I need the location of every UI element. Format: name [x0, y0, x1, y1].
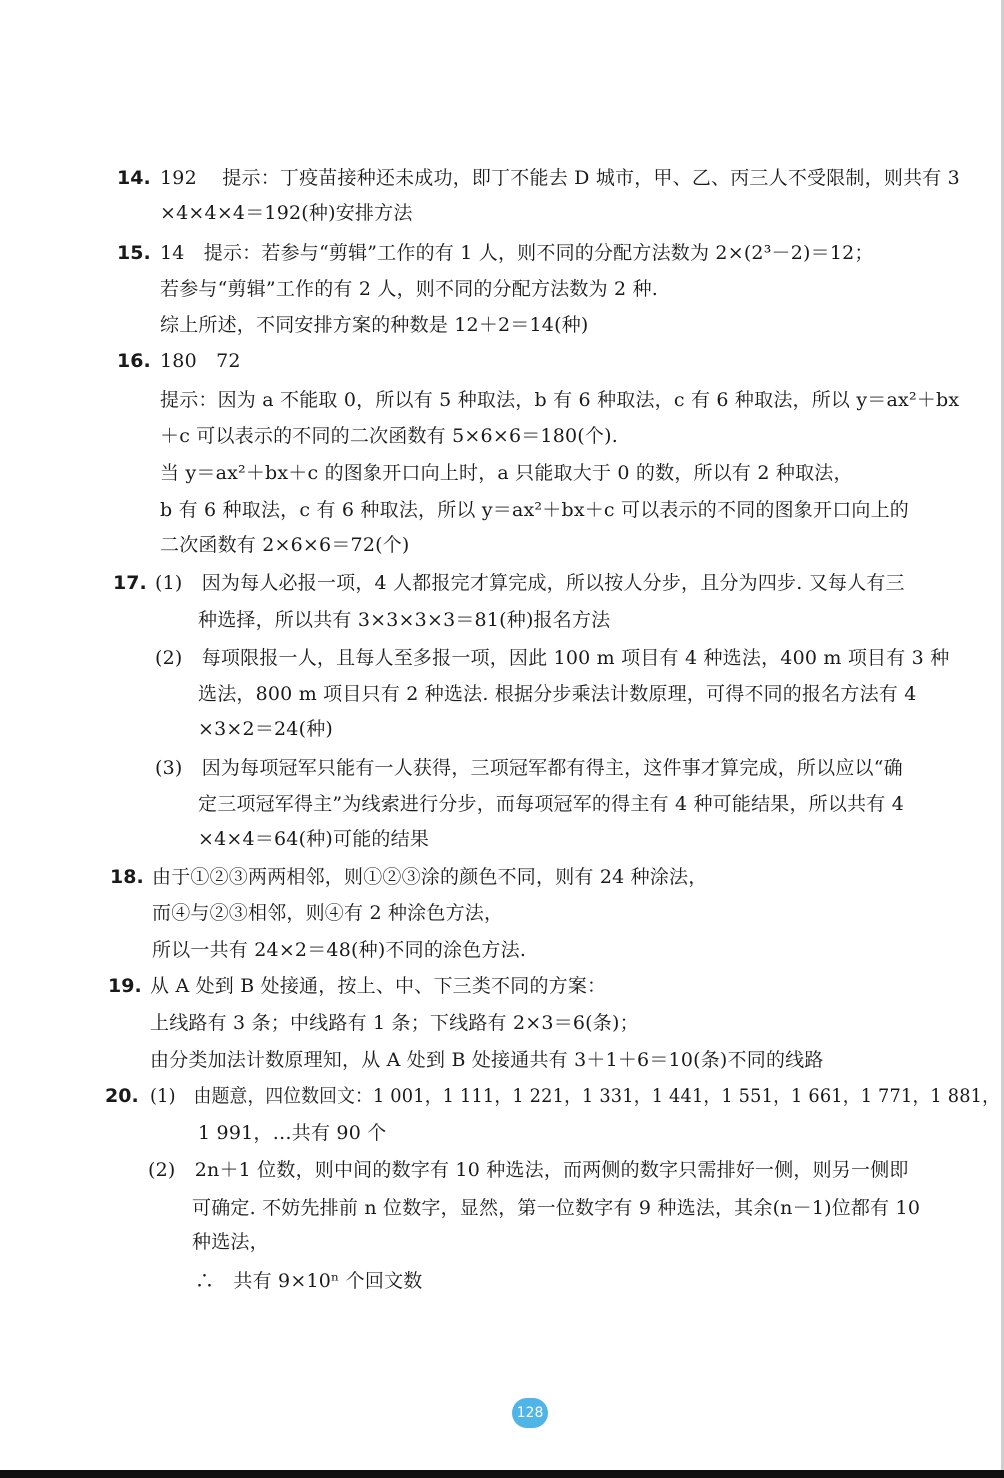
answer-line: ×4×4＝64(种)可能的结果 — [198, 828, 430, 850]
answer-line: 种选法， — [192, 1231, 269, 1253]
answer-line: b 有 6 种取法，c 有 6 种取法，所以 y＝ax²＋bx＋c 可以表示的不同的图象开口向上的 — [160, 499, 910, 521]
answer-line: 上线路有 3 条；中线路有 1 条；下线路有 2×3＝6(条)； — [150, 1012, 639, 1034]
answer-line: 从 A 处到 B 处接通，按上、中、下三类不同的方案： — [150, 975, 607, 997]
problem-number: 19. — [108, 975, 142, 997]
problem-number: 17. — [113, 572, 147, 594]
answer-line: 由分类加法计数原理知，从 A 处到 B 处接通共有 3＋1＋6＝10(条)不同的线路 — [150, 1049, 824, 1071]
problem-number: 16. — [117, 350, 151, 372]
answer-line: 由于①②③两两相邻，则①②③涂的颜色不同，则有 24 种涂法， — [152, 866, 708, 888]
answer-line: ∴ 共有 9×10ⁿ 个回文数 — [195, 1270, 423, 1292]
answer-line: 综上所述，不同安排方案的种数是 12＋2＝14(种) — [160, 314, 589, 336]
answer-line: (1) 由题意，四位数回文：1 001，1 111，1 221，1 331，1 441，1 551，1 661，1 771，1 881， — [150, 1085, 1001, 1107]
answer-line: 提示：因为 a 不能取 0，所以有 5 种取法，b 有 6 种取法，c 有 6 种取法，所以 y＝ax²＋bx — [160, 389, 960, 411]
problem-number: 20. — [105, 1085, 139, 1107]
problem-number: 15. — [117, 242, 151, 264]
answer-line: 所以一共有 24×2＝48(种)不同的涂色方法. — [152, 939, 527, 961]
answer-line: ＋c 可以表示的不同的二次函数有 5×6×6＝180(个). — [160, 425, 618, 447]
answer-line: ×3×2＝24(种) — [198, 718, 334, 740]
answer-line: 定三项冠军得主”为线索进行分步，而每项冠军的得主有 4 种可能结果，所以共有 4 — [198, 793, 905, 815]
answer-line: 选法，800 m 项目只有 2 种选法. 根据分步乘法计数原理，可得不同的报名方法有 4 — [198, 683, 917, 705]
answer-line: 种选择，所以共有 3×3×3×3＝81(种)报名方法 — [198, 609, 611, 631]
bottom-border — [0, 1470, 1004, 1478]
answer-line: 若参与“剪辑”工作的有 2 人，则不同的分配方法数为 2 种. — [160, 278, 659, 300]
answer-line: 192 提示：丁疫苗接种还未成功，即丁不能去 D 城市，甲、乙、丙三人不受限制，则共有 3 — [160, 167, 960, 189]
problem-number: 14. — [117, 167, 151, 189]
answer-line: 14 提示：若参与“剪辑”工作的有 1 人，则不同的分配方法数为 2×(2³－2)＝12； — [160, 242, 874, 264]
answer-line: 二次函数有 2×6×6＝72(个) — [160, 534, 410, 556]
answer-line: (3) 因为每项冠军只能有一人获得，三项冠军都有得主，这件事才算完成，所以应以“确 — [155, 757, 903, 779]
answer-line: 当 y＝ax²＋bx＋c 的图象开口向上时，a 只能取大于 0 的数，所以有 2 种取法， — [160, 462, 853, 484]
problem-number: 18. — [110, 866, 144, 888]
answer-line: 1 991，…共有 90 个 — [198, 1122, 387, 1144]
answer-line: 可确定. 不妨先排前 n 位数字，显然，第一位数字有 9 种选法，其余(n－1)位都有 10 — [192, 1197, 921, 1219]
answer-line: (2) 2n＋1 位数，则中间的数字有 10 种选法，而两侧的数字只需排好一侧，则另一侧即 — [148, 1159, 909, 1181]
answer-line: (1) 因为每人必报一项，4 人都报完才算完成，所以按人分步，且分为四步. 又每人有三 — [155, 572, 905, 594]
answer-line: ×4×4×4＝192(种)安排方法 — [160, 202, 413, 224]
answer-line: (2) 每项限报一人，且每人至多报一项，因此 100 m 项目有 4 种选法，400 m 项目有 3 种 — [155, 647, 950, 669]
answer-line: 180 72 — [160, 350, 241, 372]
page-number-badge: 128 — [512, 1398, 548, 1428]
answer-line: 而④与②③相邻，则④有 2 种涂色方法， — [152, 902, 504, 924]
